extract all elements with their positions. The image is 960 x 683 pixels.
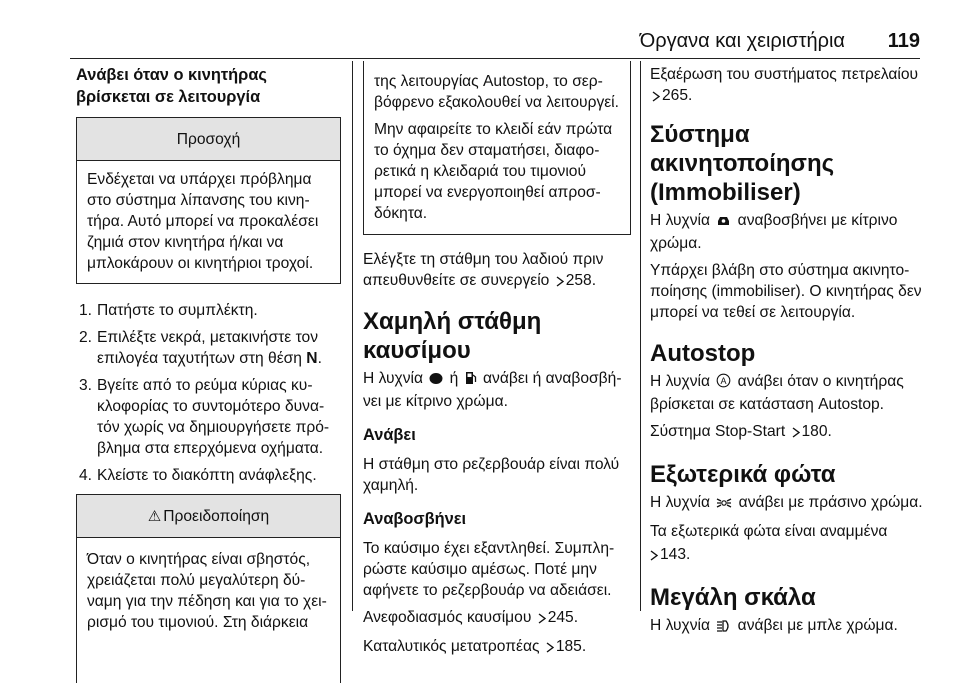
exterior-lights-reference: 143.: [650, 544, 930, 567]
stop-start-reference: Σύστημα Stop-Start 180.: [650, 421, 930, 444]
refuel-reference: Ανεφοδιασμός καυσίμου 245.: [363, 607, 631, 630]
immobiliser-text: Η λυχνία αναβοσβήνει με κίτρινο χρώμα.: [650, 212, 898, 252]
page-reference-arrow-icon: [546, 638, 554, 659]
column-2: [363, 61, 631, 659]
page-reference-arrow-icon: [556, 272, 564, 293]
immobiliser-fault-text: Υπάρχει βλάβη στο σύστημα ακινητοποίησης (immobiliser). Ο κινητήρας δεν μπορεί να τεθεί σε λειτουργία.: [650, 262, 922, 321]
list-item: 3. Βγείτε από το ρεύμα κύριας κυκλοφορίας το συντομότερο δυνατόν χωρίς να δημιουργήσετε πρόβλημα στα επερχόμενα οχήματα.: [79, 377, 330, 457]
warning-text-cont: Μην αφαιρείτε το κλειδί εάν πρώτα το όχημα δεν σταματήσει, διαφορετικά η κλειδαριά του τιμονιού μπορεί να ενεργοποιηθεί απροσδόκητα.: [374, 121, 613, 222]
list-item: 1. Πατήστε το συμπλέκτη.: [79, 302, 258, 319]
page-reference-arrow-icon: [538, 609, 546, 630]
caution-text: Ενδέχεται να υπάρχει πρόβλημα στο σύστημα λίπανσης του κινητήρα. Αυτό μπορεί να προκαλέσει ζημιά στον κινητήρα ή/και να μπλοκάρουν οι κινητήριοι τροχοί.: [87, 171, 319, 272]
column-1: [76, 64, 341, 683]
low-fuel-intro: Η λυχνία ή ανάβει ή αναβοσβήνει με κίτρινο χρώμα.: [363, 370, 622, 410]
page-reference-arrow-icon: [650, 546, 658, 567]
exterior-lights-text: Η λυχνία ανάβει με πράσινο χρώμα.: [650, 492, 930, 515]
fuel-drop-icon: [429, 370, 443, 391]
exterior-lights-heading: Εξωτερικά φώτα: [650, 461, 836, 488]
column-divider: [640, 61, 641, 611]
high-beam-icon: [716, 617, 731, 638]
catalytic-reference: Καταλυτικός μετατροπέας 185.: [363, 636, 631, 659]
caution-box: [76, 117, 341, 284]
caution-title: Προσοχή: [77, 118, 340, 161]
warning-box-continued: [363, 61, 631, 235]
autostop-icon: [716, 373, 731, 394]
warning-box: [76, 494, 341, 683]
chapter-title: Όργανα και χειριστήρια: [639, 30, 845, 52]
flashing-text: Το καύσιμο έχει εξαντληθεί. Συμπληρώστε καύσιμο αμέσως. Ποτέ μην αφήνετε το ρεζερβουάρ να αδειάσει.: [363, 540, 615, 599]
list-item: 2. Επιλέξτε νεκρά, μετακινήστε τον επιλογέα ταχυτήτων στη θέση N.: [79, 329, 322, 367]
high-beam-heading: Μεγάλη σκάλα: [650, 584, 816, 611]
page-reference-arrow-icon: [652, 87, 660, 108]
column-divider: [352, 61, 353, 611]
page-number: 119: [887, 30, 920, 52]
exterior-lights-status: Τα εξωτερικά φώτα είναι αναμμένα: [650, 523, 888, 540]
autostop-heading: Autostop: [650, 340, 756, 367]
high-beam-text: Η λυχνία ανάβει με μπλε χρώμα.: [650, 615, 930, 638]
svg-text:A: A: [720, 375, 727, 386]
immobiliser-heading: Σύστημα ακινητοποίησης (Immobiliser): [650, 121, 835, 206]
steps-list: [76, 300, 341, 486]
lights-on-text: Η στάθμη στο ρεζερβουάρ είναι πολύ χαμηλή.: [363, 456, 620, 494]
car-key-icon: [716, 212, 731, 233]
oil-check-text: Ελέγξτε τη στάθμη του λαδιού πριν απευθυνθείτε σε συνεργείο 258.: [363, 249, 631, 293]
subheading-engine-running: Ανάβει όταν ο κινητήρας βρίσκεται σε λειτουργία: [76, 66, 267, 106]
warning-text-cont: της λειτουργίας Autostop, το σερβόφρενο εξακολουθεί να λειτουργεί.: [374, 73, 619, 111]
autostop-text: Η λυχνία A ανάβει όταν ο κινητήρας βρίσκεται σε κατάσταση Autostop.: [650, 373, 904, 413]
list-item: 4. Κλείστε το διακόπτη ανάφλεξης.: [79, 467, 317, 484]
lights-on-heading: Ανάβει: [363, 426, 416, 444]
fuel-pump-icon: [465, 370, 477, 391]
warning-text: Όταν ο κινητήρας είναι σβηστός, χρειάζεται πολύ μεγαλύτερη δύναμη για την πέδηση και για το χειρισμό του τιμονιού. Στη διάρκεια: [87, 551, 327, 631]
flashing-heading: Αναβοσβήνει: [363, 510, 467, 528]
page-header: [70, 24, 920, 59]
warning-triangle-icon: ⚠: [147, 507, 162, 525]
low-fuel-heading: Χαμηλή στάθμη καυσίμου: [363, 308, 542, 364]
system-bleed-reference: Εξαέρωση του συστήματος πετρελαίου 265.: [650, 64, 930, 108]
page-reference-arrow-icon: [792, 423, 800, 444]
exterior-lights-icon: [716, 494, 732, 515]
column-3: [650, 64, 930, 638]
warning-title: ⚠ Προειδοποίηση: [77, 495, 340, 538]
